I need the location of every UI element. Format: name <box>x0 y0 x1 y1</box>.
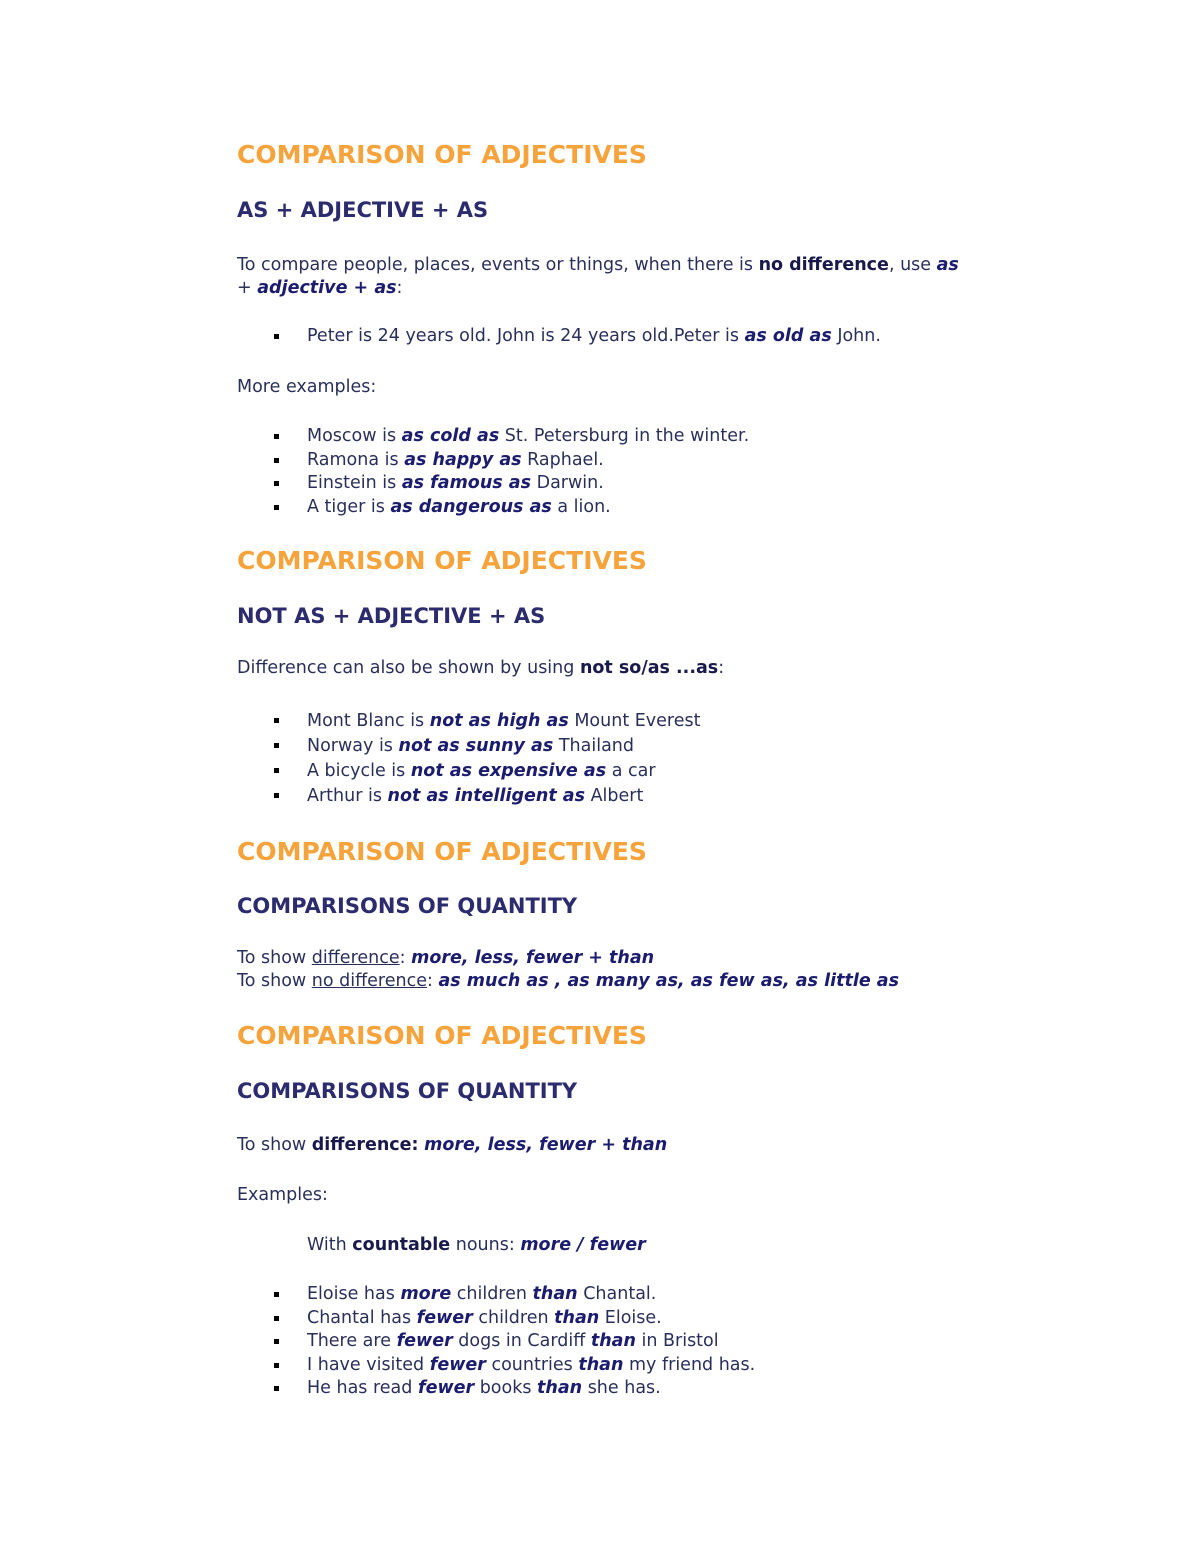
list-item: A bicycle is not as expensive as a car <box>307 759 700 784</box>
list-item: Eloise has more children than Chantal. <box>307 1283 755 1307</box>
section1-title: COMPARISON OF ADJECTIVES <box>237 140 647 169</box>
section1-intro: To compare people, places, events or things, when there is no difference, use as + adjective + as: <box>237 255 959 298</box>
list-item: Arthur is not as intelligent as Albert <box>307 784 700 809</box>
section4-list <box>307 1283 755 1401</box>
list-item: I have visited fewer countries than my friend has. <box>307 1354 755 1378</box>
section1-subtitle: AS + ADJECTIVE + AS <box>237 198 489 222</box>
list-item: Chantal has fewer children than Eloise. <box>307 1307 755 1331</box>
section4-countable-line: With countable nouns: more / fewer <box>307 1235 646 1255</box>
section3-title: COMPARISON OF ADJECTIVES <box>237 837 647 866</box>
list-item: Einstein is as famous as Darwin. <box>307 472 749 496</box>
list-item: A tiger is as dangerous as a lion. <box>307 496 749 520</box>
section4-title: COMPARISON OF ADJECTIVES <box>237 1021 647 1050</box>
list-item: Peter is 24 years old. John is 24 years old.Peter is as old as John. <box>307 325 881 349</box>
section1-example-list <box>307 325 881 349</box>
section4-examples-label: Examples: <box>237 1185 328 1205</box>
section2-intro: Difference can also be shown by using not so/as ...as: <box>237 658 725 678</box>
section4-subtitle: COMPARISONS OF QUANTITY <box>237 1079 578 1103</box>
section3-subtitle: COMPARISONS OF QUANTITY <box>237 894 578 918</box>
section2-list <box>307 709 700 809</box>
list-item: There are fewer dogs in Cardiff than in Bristol <box>307 1330 755 1354</box>
list-item: Moscow is as cold as St. Petersburg in the winter. <box>307 425 749 449</box>
section2-title: COMPARISON OF ADJECTIVES <box>237 546 647 575</box>
section1-more-list <box>307 425 749 519</box>
list-item: Ramona is as happy as Raphael. <box>307 449 749 473</box>
section1-more-label: More examples: <box>237 377 377 397</box>
section2-subtitle: NOT AS + ADJECTIVE + AS <box>237 604 546 628</box>
section4-intro: To show difference: more, less, fewer + than <box>237 1135 668 1155</box>
list-item: Norway is not as sunny as Thailand <box>307 734 700 759</box>
list-item: Mont Blanc is not as high as Mount Everest <box>307 709 700 734</box>
section3-lines: To show difference: more, less, fewer + than To show no difference: as much as , as many as, as few as, as little as <box>237 948 900 991</box>
list-item: He has read fewer books than she has. <box>307 1377 755 1401</box>
